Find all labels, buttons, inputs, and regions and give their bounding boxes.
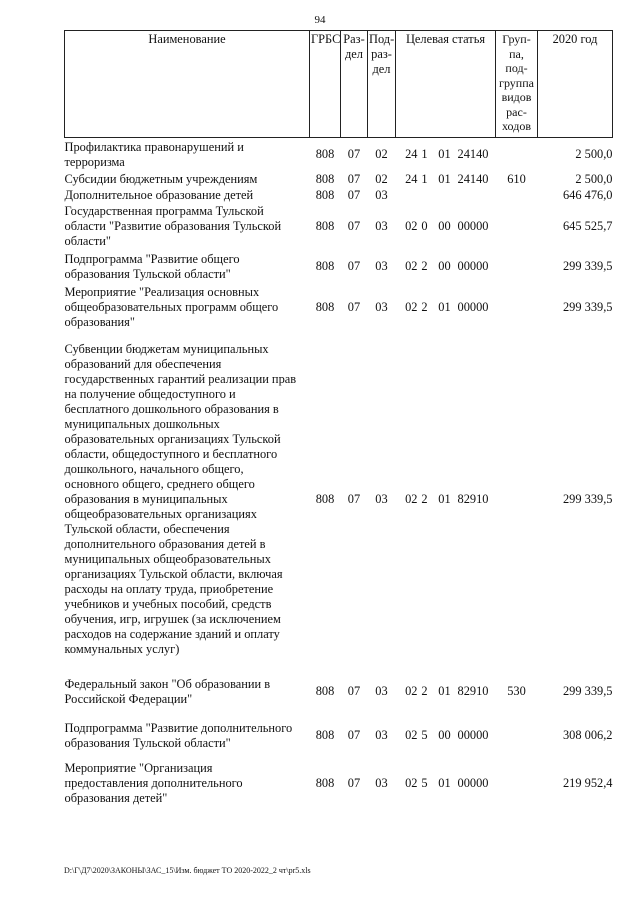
cell-t2: 2 xyxy=(421,492,428,506)
cell-razdel: 07 xyxy=(347,728,361,742)
cell-t3: 01 xyxy=(438,776,451,790)
cell-group xyxy=(496,204,538,250)
cell-razdel: 07 xyxy=(347,172,361,186)
cell-razdel: 07 xyxy=(347,259,361,273)
cell-name: Государственная программа Тульской области "Развитие образования Тульской области" xyxy=(64,204,282,248)
cell-t2: 2 xyxy=(421,259,428,273)
cell-t3: 01 xyxy=(438,147,451,162)
header-target-article: Целевая статья xyxy=(396,31,496,138)
cell-grbs: 808 xyxy=(315,684,335,698)
table-row xyxy=(65,284,613,332)
cell-t4: 00000 xyxy=(457,776,489,790)
cell-t1: 24 xyxy=(405,147,418,162)
cell-name: Федеральный закон "Об образовании в Российской Федерации" xyxy=(64,676,271,706)
cell-amount: 646 476,0 xyxy=(562,188,613,202)
cell-t2: 0 xyxy=(421,219,428,233)
cell-t3: 00 xyxy=(438,259,451,273)
table-row xyxy=(65,332,613,668)
cell-t3: 01 xyxy=(438,300,451,314)
cell-podrazdel: 02 xyxy=(375,172,388,186)
cell-podrazdel: 03 xyxy=(375,776,388,790)
cell-t1: 02 xyxy=(405,300,418,314)
cell-t4: 00000 xyxy=(457,728,489,742)
cell-grbs: 808 xyxy=(315,259,335,273)
cell-name: Профилактика правонарушений и терроризма xyxy=(64,139,244,169)
cell-podrazdel: 03 xyxy=(375,259,388,273)
header-year-2020: 2020 год xyxy=(538,31,613,138)
cell-t4: 24140 xyxy=(457,147,489,162)
cell-razdel: 07 xyxy=(347,219,361,233)
cell-podrazdel: 03 xyxy=(375,728,388,742)
cell-t3 xyxy=(432,188,458,204)
cell-t3: 01 xyxy=(438,492,451,506)
cell-group xyxy=(496,188,538,204)
table-row xyxy=(65,188,613,204)
cell-grbs: 808 xyxy=(315,219,335,233)
cell-razdel: 07 xyxy=(347,684,361,698)
cell-t2 xyxy=(418,188,432,204)
table-row xyxy=(65,172,613,188)
table-row xyxy=(65,250,613,284)
cell-grbs: 808 xyxy=(315,147,335,162)
cell-t4: 82910 xyxy=(457,684,489,698)
cell-t2: 5 xyxy=(421,728,428,742)
table-row xyxy=(65,716,613,756)
cell-podrazdel: 03 xyxy=(375,219,388,233)
cell-amount: 308 006,2 xyxy=(562,728,613,742)
cell-t3: 00 xyxy=(438,219,451,233)
cell-podrazdel: 02 xyxy=(375,147,388,162)
cell-amount: 219 952,4 xyxy=(562,776,613,790)
cell-group xyxy=(496,138,538,172)
cell-t2: 5 xyxy=(421,776,428,790)
cell-name: Подпрограмма "Развитие дополнительного образования Тульской области" xyxy=(64,720,293,750)
table-row xyxy=(65,756,613,812)
cell-t1: 02 xyxy=(405,684,418,698)
header-grbs: ГРБС xyxy=(310,31,341,138)
cell-group xyxy=(496,250,538,284)
cell-group xyxy=(496,716,538,756)
cell-razdel: 07 xyxy=(347,492,361,506)
cell-group xyxy=(496,332,538,668)
cell-t1: 02 xyxy=(405,492,418,506)
cell-name: Мероприятие "Реализация основных общеобразовательных программ общего образования" xyxy=(64,285,279,329)
cell-amount: 299 339,5 xyxy=(562,492,613,506)
cell-t1 xyxy=(396,188,418,204)
cell-group xyxy=(496,284,538,332)
cell-name: Дополнительное образование детей xyxy=(64,188,254,202)
cell-podrazdel: 03 xyxy=(375,684,388,698)
cell-razdel: 07 xyxy=(347,776,361,790)
header-row xyxy=(65,31,613,138)
cell-t2: 2 xyxy=(421,684,428,698)
cell-t2: 1 xyxy=(421,172,428,186)
table-body xyxy=(65,138,613,812)
cell-t2: 2 xyxy=(421,300,428,314)
cell-t3: 00 xyxy=(438,728,451,742)
cell-grbs: 808 xyxy=(315,728,335,742)
cell-name: Субвенции бюджетам муниципальных образований для обеспечения государственных гарантий реализации прав на получение общедоступного и бесплатного дошкольного образования в муниципальных дошкольных образовательных организациях Тульской области, общедоступного и бесплатного дошкольного, начального общего, основного общего, среднего общего образования в муниципальных общеобразовательных организациях Тульской области, обеспечения дополнительного образования детей в муниципальных общеобразовательных организациях Тульской области, включая расходы на оплату труда, приобретение учебников и учебных пособий, средств обучения, игр, игрушек (за исключением расходов на содержание зданий и оплату коммунальных услуг) xyxy=(64,342,297,656)
cell-name: Субсидии бюджетным учреждениям xyxy=(64,172,258,186)
cell-grbs: 808 xyxy=(315,776,335,790)
cell-t1: 02 xyxy=(405,219,418,233)
cell-t1: 02 xyxy=(405,776,418,790)
cell-t2: 1 xyxy=(421,147,428,162)
cell-amount: 2 500,0 xyxy=(575,172,613,186)
cell-podrazdel: 03 xyxy=(375,492,388,506)
cell-t4: 82910 xyxy=(457,492,489,506)
cell-grbs: 808 xyxy=(315,300,335,314)
cell-t1: 24 xyxy=(405,172,418,186)
budget-table xyxy=(64,30,613,812)
cell-razdel: 07 xyxy=(347,188,361,202)
page-number: 94 xyxy=(314,14,326,26)
cell-group xyxy=(496,756,538,812)
table-row xyxy=(65,204,613,250)
cell-grbs: 808 xyxy=(315,172,335,186)
table-row xyxy=(65,138,613,172)
cell-t3: 01 xyxy=(438,172,451,186)
cell-razdel: 07 xyxy=(347,300,361,314)
table-row xyxy=(65,668,613,716)
cell-amount: 645 525,7 xyxy=(562,219,613,233)
header-podrazdel: Под- раз- дел xyxy=(368,31,396,138)
cell-name: Подпрограмма "Развитие общего образования Тульской области" xyxy=(64,251,240,281)
cell-t1: 02 xyxy=(405,728,418,742)
cell-razdel: 07 xyxy=(347,147,361,162)
cell-podrazdel: 03 xyxy=(375,188,388,202)
cell-t4: 24140 xyxy=(457,172,489,186)
cell-grbs: 808 xyxy=(315,188,335,202)
cell-t4: 00000 xyxy=(457,219,489,233)
header-expense-group: Груп- па, под- группа видов рас- ходов xyxy=(496,31,538,138)
cell-group: 610 xyxy=(507,172,526,186)
cell-group: 530 xyxy=(507,684,526,698)
cell-t1: 02 xyxy=(405,259,418,273)
cell-amount: 2 500,0 xyxy=(575,147,613,162)
cell-amount: 299 339,5 xyxy=(562,259,613,273)
cell-t4: 00000 xyxy=(457,259,489,273)
cell-podrazdel: 03 xyxy=(375,300,388,314)
cell-name: Мероприятие "Организация предоставления дополнительного образования детей" xyxy=(64,761,243,805)
header-name: Наименование xyxy=(65,31,310,138)
cell-t3: 01 xyxy=(438,684,451,698)
footer-file-path: D:\Г\Д7\2020\ЗАКОНЫ\ЗАС_15\Изм. бюджет ТО 2020-2022_2 чт\pr5.xls xyxy=(64,866,311,875)
cell-amount: 299 339,5 xyxy=(562,300,613,314)
header-razdel: Раз- дел xyxy=(341,31,368,138)
cell-t4: 00000 xyxy=(457,300,489,314)
cell-grbs: 808 xyxy=(315,492,335,506)
cell-amount: 299 339,5 xyxy=(562,684,613,698)
cell-t4 xyxy=(458,188,496,204)
